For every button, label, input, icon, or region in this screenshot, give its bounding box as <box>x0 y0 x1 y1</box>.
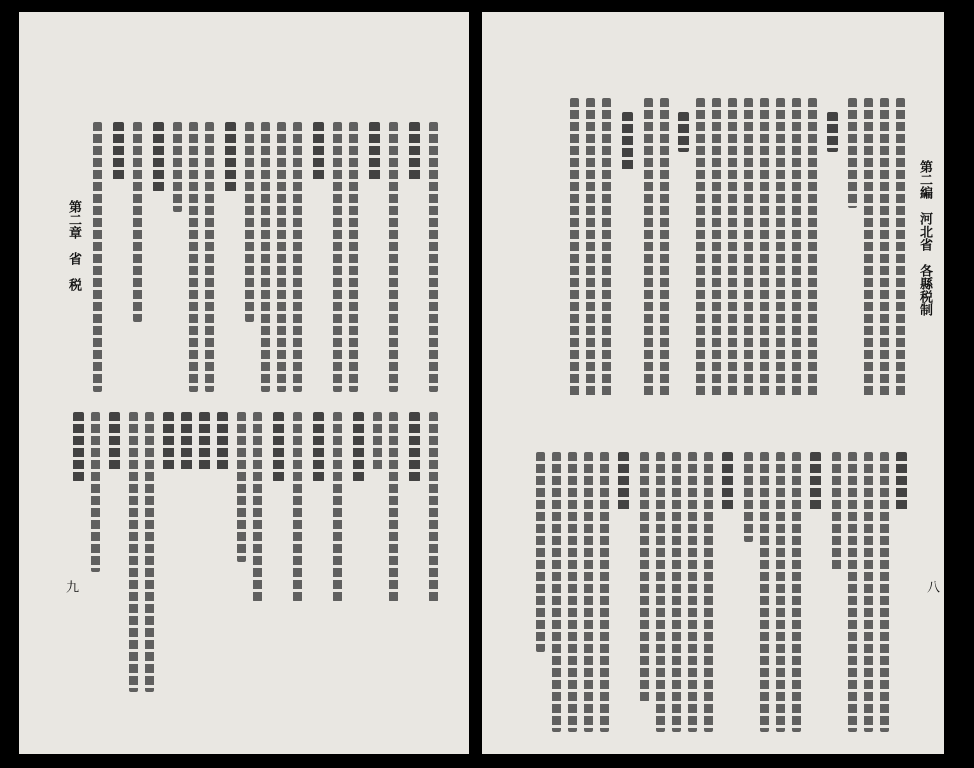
section-heading-line <box>827 112 838 152</box>
text-line <box>696 98 705 398</box>
text-line <box>586 98 595 398</box>
text-line <box>864 98 873 398</box>
subsection-heading-line <box>73 412 84 482</box>
subsection-heading-line <box>353 412 364 482</box>
subsection-heading-line <box>273 412 284 482</box>
text-line <box>333 122 342 392</box>
text-line <box>429 122 438 392</box>
text-line <box>333 412 342 602</box>
text-line <box>672 452 681 732</box>
text-line <box>776 98 785 398</box>
text-line <box>536 452 545 652</box>
text-line <box>704 452 713 732</box>
text-line <box>93 122 102 392</box>
text-line <box>293 412 302 602</box>
text-line <box>568 452 577 732</box>
text-line <box>91 412 100 572</box>
text-line <box>848 98 857 208</box>
text-line <box>832 452 841 572</box>
text-line <box>253 412 262 602</box>
text-line <box>133 122 142 322</box>
subsection-heading-line <box>409 412 420 482</box>
text-line <box>896 98 905 398</box>
page-number-right: 八 <box>924 580 939 593</box>
running-header: 第二編 河北省 各縣税制 <box>917 160 932 316</box>
text-line <box>776 452 785 732</box>
text-line <box>584 452 593 732</box>
page-number-left: 九 <box>63 580 78 593</box>
text-line <box>864 452 873 732</box>
subsection-heading-line <box>369 122 380 182</box>
text-line <box>656 452 665 732</box>
text-line <box>640 452 649 702</box>
text-line <box>880 98 889 398</box>
text-line <box>644 98 653 398</box>
subsection-heading-line <box>618 452 629 512</box>
text-line <box>600 452 609 732</box>
text-line <box>173 122 182 212</box>
text-line <box>602 98 611 398</box>
subsection-heading-line <box>622 112 633 172</box>
text-line <box>349 122 358 392</box>
text-line <box>760 98 769 398</box>
text-line <box>245 122 254 322</box>
subsection-heading-line <box>678 112 689 152</box>
text-line <box>808 98 817 398</box>
left-page <box>19 12 469 754</box>
subsection-heading-line <box>313 122 324 182</box>
text-line <box>792 98 801 398</box>
subsection-heading-line <box>722 452 733 512</box>
text-line <box>389 122 398 392</box>
text-line <box>237 412 246 562</box>
subsection-heading-line <box>810 452 821 512</box>
text-line <box>728 98 737 398</box>
subsection-heading-line <box>225 122 236 192</box>
text-line <box>373 412 382 472</box>
text-line <box>429 412 438 602</box>
text-line <box>145 412 154 692</box>
text-line <box>277 122 286 392</box>
subsection-heading-line <box>181 412 192 472</box>
right-page <box>482 12 944 754</box>
subsection-heading-line <box>199 412 210 472</box>
text-line <box>293 122 302 392</box>
text-line <box>189 122 198 392</box>
text-line <box>570 98 579 398</box>
text-line <box>744 452 753 542</box>
text-line <box>760 452 769 732</box>
subsection-heading-line <box>217 412 228 472</box>
text-line <box>660 98 669 398</box>
text-line <box>552 452 561 732</box>
chapter-footer: 第二章 省 税 <box>66 200 81 291</box>
text-line <box>792 452 801 732</box>
subsection-heading-line <box>109 412 120 472</box>
text-line <box>129 412 138 692</box>
text-line <box>880 452 889 732</box>
subsection-heading-line <box>896 452 907 512</box>
subsection-heading-line <box>313 412 324 482</box>
text-line <box>205 122 214 392</box>
subsection-heading-line <box>113 122 124 182</box>
text-line <box>744 98 753 398</box>
text-line <box>688 452 697 732</box>
text-line <box>261 122 270 392</box>
subsection-heading-line <box>153 122 164 192</box>
text-line <box>848 452 857 732</box>
subsection-heading-line <box>163 412 174 472</box>
text-line <box>712 98 721 398</box>
subsection-heading-line <box>409 122 420 182</box>
text-line <box>389 412 398 602</box>
